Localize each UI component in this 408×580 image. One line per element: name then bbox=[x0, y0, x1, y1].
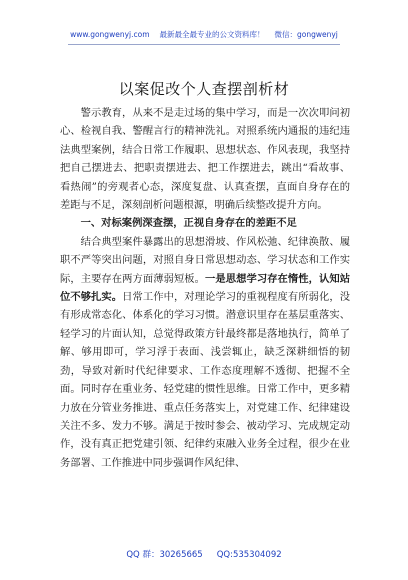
footer-qq-group: QQ 群：30265665 bbox=[126, 550, 203, 560]
header-divider bbox=[68, 44, 340, 45]
section-key-point: 一是思想学习存在惰性，认知站位不够扎实。 bbox=[60, 272, 350, 304]
section-paragraph bbox=[60, 233, 350, 472]
intro-paragraph: 警示教育，从来不是走过场的集中学习，而是一次次叩问初心、检视自我、警醒言行的精神洗礼。对照系统内通报的违纪违法典型案例，结合日常工作履职、思想状态、作风表现，我坚持把自己摆进去、把职责摆进去、把工作摆进去，跳出“看故事、看热闹”的旁观者心态，深度复盘、认真查摆，直面自身存在的差距与不足，深刻剖析问题根源，明确后续整改提升方向。 bbox=[60, 107, 350, 212]
section-text-body: 日常工作中，对理论学习的重视程度有所弱化，没有形成常态化、体系化的学习习惯。潜意识里存在基层重落实、轻学习的片面认知，总觉得政策方针最终都是落地执行，简单了解、够用即可，学习浮于表面、浅尝辄止，缺乏深耕细悟的韧劲，导致对新时代纪律要求、工作态度理解不透彻、把握不全面。同时存在重业务、轻党建的惯性思维。日常工作中，更多精力放在分管业务推进、重点任务落实上，对党建工作、纪律建设关注不多、发力不够。满足于按时参会、被动学习、完成规定动作，没有真正把党建引领、纪律约束融入业务全过程，很少在业务部署、工作推进中同步强调作风纪律、 bbox=[60, 291, 350, 469]
section-text-lead: 结合典型案件暴露出的思想滑坡、作风松弛、纪律涣散、履职不严等突出问题，对照自身日常思想动态、学习状态和工作实际，主要存在两方面薄弱短板。 bbox=[60, 235, 350, 285]
document-title: 以案促改个人查摆剖析材 bbox=[118, 80, 290, 98]
footer-qq: QQ:535304092 bbox=[216, 550, 282, 560]
header-slogan: 最新最全最专业的公文资料库！ bbox=[159, 30, 265, 39]
section-heading: 一、对标案例深查摆，正视自身存在的差距不足 bbox=[80, 217, 297, 230]
header-wechat: 微信：gongwenyj bbox=[274, 30, 338, 39]
page-header bbox=[0, 30, 408, 39]
page-footer bbox=[0, 550, 408, 560]
header-website[interactable]: www.gongwenyj.com bbox=[70, 30, 150, 39]
document-body bbox=[60, 104, 350, 472]
